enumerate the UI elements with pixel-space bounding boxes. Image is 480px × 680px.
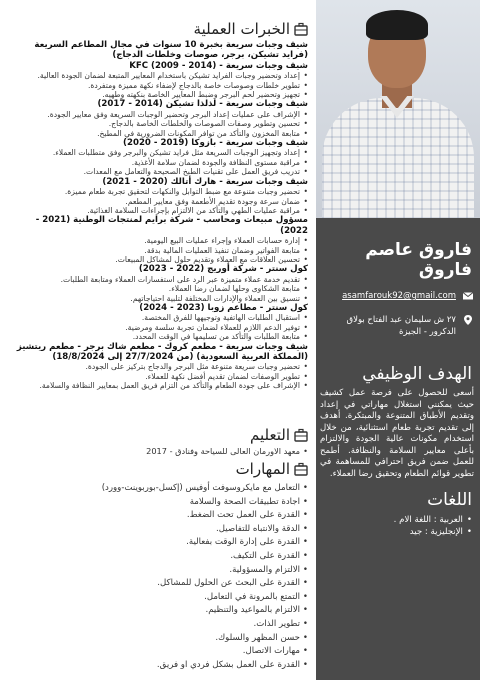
job-bullets [6,362,308,390]
job-entry [6,342,308,391]
job-title: مسؤول مبيعات ومحاسب - شركة برايم لمنتجات الوطنية (2021 - 2022) [35,215,308,236]
job-title: شيف وجبات سريعة - KFC (2009 - 2014) [129,60,308,71]
experience-list [6,40,308,391]
job-bullet: • تطوير خلطات وصوصات خاصة بالدجاج لإضفاء نكهة مميزة ومتفردة. [6,81,308,90]
job-bullet: • متابعة الفواتير وضمان تنفيذ العمليات المالية بدقة. [6,246,308,255]
experience-title: الخبرات العملية [193,20,290,38]
experience-header [194,20,308,38]
languages-title: اللغات [427,490,472,510]
job-bullet: • إدارة حسابات العملاء وإجراء عمليات البيع اليومية. [6,236,308,245]
location-pin-icon [462,314,474,326]
skill-item: • التعامل مع مايكروسوفت أوفيس (إكسل-بوربوينت-وورد) [6,482,308,496]
job-bullet: • تدريب فريق العمل على تقنيات الطبخ الصحيحة والتعامل مع المعدات. [6,167,308,176]
job-bullet: • ضمان سرعة وجودة تقديم الأطعمة وفق معايير المطعم. [6,197,308,206]
skill-item: • القدرة على العمل تحت الضغط. [6,509,308,523]
job-entry [6,177,308,216]
contact-email[interactable] [320,290,474,302]
job-bullet: • الإشراف على جودة الطعام والتأكد من التزام فريق العمل بمعايير النظافة والسلامة. [6,381,308,390]
job-entry [6,264,308,303]
job-title: كول سنتر - شركة أوريج (2022 - 2023) [138,264,308,275]
job-title: شيف وجبات سريعة - مطعم كروك - مطعم شاك برجر - مطعم ريتشيز (المملكة العربية السعودية) (من 27/7/2024 إلى 18/8/2024) [16,341,308,362]
skills-header [236,460,308,478]
objective-text: أسعى للحصول على فرصة عمل كشيف حيث يمكنني استغلال مهاراتي في إعداد وتقديم الأطباق المتنوعة والمبتكرة. أهدف إلى تقديم تجربة طعام استثنائية، من خلال استخدام مكونات عالية الجودة والالتزام بأعلى معايير السلامة والنظافة. أطمح للعمل ضمن فريق احترافي للمساهمة في تطوير قوائم الطعام وتحقيق رضا العملاء. [320,388,474,479]
job-bullet: • استقبال الطلبات الهاتفية وتوجيهها للفرق المختصة. [6,313,308,322]
skill-item: • مهارات الاتصال. [6,645,308,659]
skill-item: • القدرة على التكيف. [6,550,308,564]
job-bullet: • توفير الدعم اللازم للعملاء لضمان تجربة سلسة ومرضية. [6,323,308,332]
job-bullet: • متابعة الطلبات والتأكد من تسليمها في الوقت المحدد. [6,332,308,341]
job-bullet: • إعداد وتجهيز الوجبات السريعة مثل فرايد تشيكن والبرجر وفق متطلبات العملاء. [6,148,308,157]
job-bullets [6,236,308,264]
job-entry [6,138,308,177]
education-list [6,446,308,457]
skill-item: • تطوير الذات. [6,618,308,632]
job-entry [6,99,308,138]
contact-address [320,314,474,338]
job-title: شيف وجبات سريعة بخبرة 10 سنوات في مجال المطاعم السريعة (فرايد تشيكن، برجر، صوصات وخلطات الدجاج) [34,40,308,61]
job-bullets [6,187,308,215]
job-bullet: • تحضير وجبات متنوعة مع ضبط التوابل والنكهات لتحقيق تجربة طعام مميزة. [6,187,308,196]
candidate-name: فاروق عاصم فاروق [365,240,472,280]
job-entry [6,40,308,61]
photo-hair [366,10,428,40]
skill-item: • القدرة على البحث عن الحلول للمشاكل. [6,577,308,591]
language-item: • الإنجليزية : جيد [322,526,472,538]
objective-title: الهدف الوظيفي [362,364,472,384]
profile-photo [316,0,480,218]
sidebar [316,0,480,680]
job-title: شيف وجبات سريعة - لذلذا تشيكن (2014 - 2017) [97,99,308,110]
job-entry [6,61,308,100]
briefcase-icon [294,462,308,476]
job-bullet: • متابعة الشكاوى وحلها لضمان رضا العملاء. [6,284,308,293]
job-bullet: • مراقبة مستوى النظافة والجودة لضمان سلامة الأغذية. [6,158,308,167]
job-title: شيف وجبات سريعة - بازوكا (2019 - 2020) [123,138,308,149]
job-bullets [6,71,308,99]
job-bullet: • تطوير الوصفات لضمان تقديم أفضل نكهة للعملاء. [6,372,308,381]
skill-item: • الدقة والانتباه للتفاصيل. [6,523,308,537]
skill-item: • القدرة على إدارة الوقت بفعالية. [6,536,308,550]
job-bullets [6,148,308,176]
job-bullet: • تنسيق بين العملاء والإدارات المختلفة لتلبية احتياجاتهم. [6,294,308,303]
job-bullet: • تقديم خدمة عملاء متميزة عبر الرد على استفسارات العملاء ومتابعة الطلبات. [6,275,308,284]
job-bullets [6,275,308,303]
address-text: ٢٧ ش سليمان عبد الفتاح بولاق الدكرور - الجيزة [346,315,456,337]
job-entry [6,215,308,264]
job-title: كول سنتر - مطاعم زوبا (2023 - 2024) [139,302,308,313]
skill-item: • حسن المظهر والسلوك. [6,632,308,646]
skills-title: المهارات [235,460,290,478]
briefcase-icon [294,22,308,36]
skill-item: • اجادة تطبيقات الصحة والسلامة [6,496,308,510]
job-bullet: • متابعة المخزون والتأكد من توافر المكونات الضرورية في المطبخ. [6,129,308,138]
skills-list [6,482,308,672]
job-bullet: • إعداد وتحضير وجبات الفرايد تشيكن باستخدام المعايير المتبعة لضمان الجودة العالية. [6,71,308,80]
skill-item: • الالتزام بالمواعيد والتنظيم. [6,604,308,618]
job-bullets [6,110,308,138]
skill-item: • التمتع بالمرونة في التعامل. [6,591,308,605]
job-entry [6,303,308,342]
job-bullets [6,313,308,341]
education-item: • معهد الاورمان العالى للسياحة وفنادق - 2017 [6,446,308,457]
job-bullet: • مراقبة عمليات الطهي والتأكد من الالتزام بإجراءات السلامة الغذائية. [6,206,308,215]
education-header [250,426,308,444]
job-bullet: • تحسين العلاقات مع العملاء وتقديم حلول لمشاكل المبيعات. [6,255,308,264]
job-bullet: • تحسين وتطوير وصفات الصوصات والخلطات الخاصة بالدجاج. [6,119,308,128]
envelope-icon [462,290,474,302]
email-text[interactable]: asamfarouk92@gmail.com [342,291,456,301]
education-title: التعليم [250,426,290,444]
job-bullet: • الإشراف على عمليات إعداد البرجر وتحضير الوجبات السريعة وفق معايير الجودة. [6,110,308,119]
language-item: • العربية : اللغة الام . [322,514,472,526]
job-bullet: • تجهيز وتحضير لحم البرجر وضبط المعايير الخاصة بنكهته وطهيه. [6,90,308,99]
languages-list [322,514,472,538]
briefcase-icon [294,428,308,442]
skill-item: • القدرة على العمل بشكل فردي او فريق. [6,659,308,673]
job-title: شيف وجبات سريعة - هارك أتالك (2020 - 2021) [102,176,308,187]
job-bullet: • تحضير وجبات سريعة متنوعة مثل البرجر والدجاج بتركيز على الجودة. [6,362,308,371]
skill-item: • الالتزام والمسؤولية. [6,564,308,578]
